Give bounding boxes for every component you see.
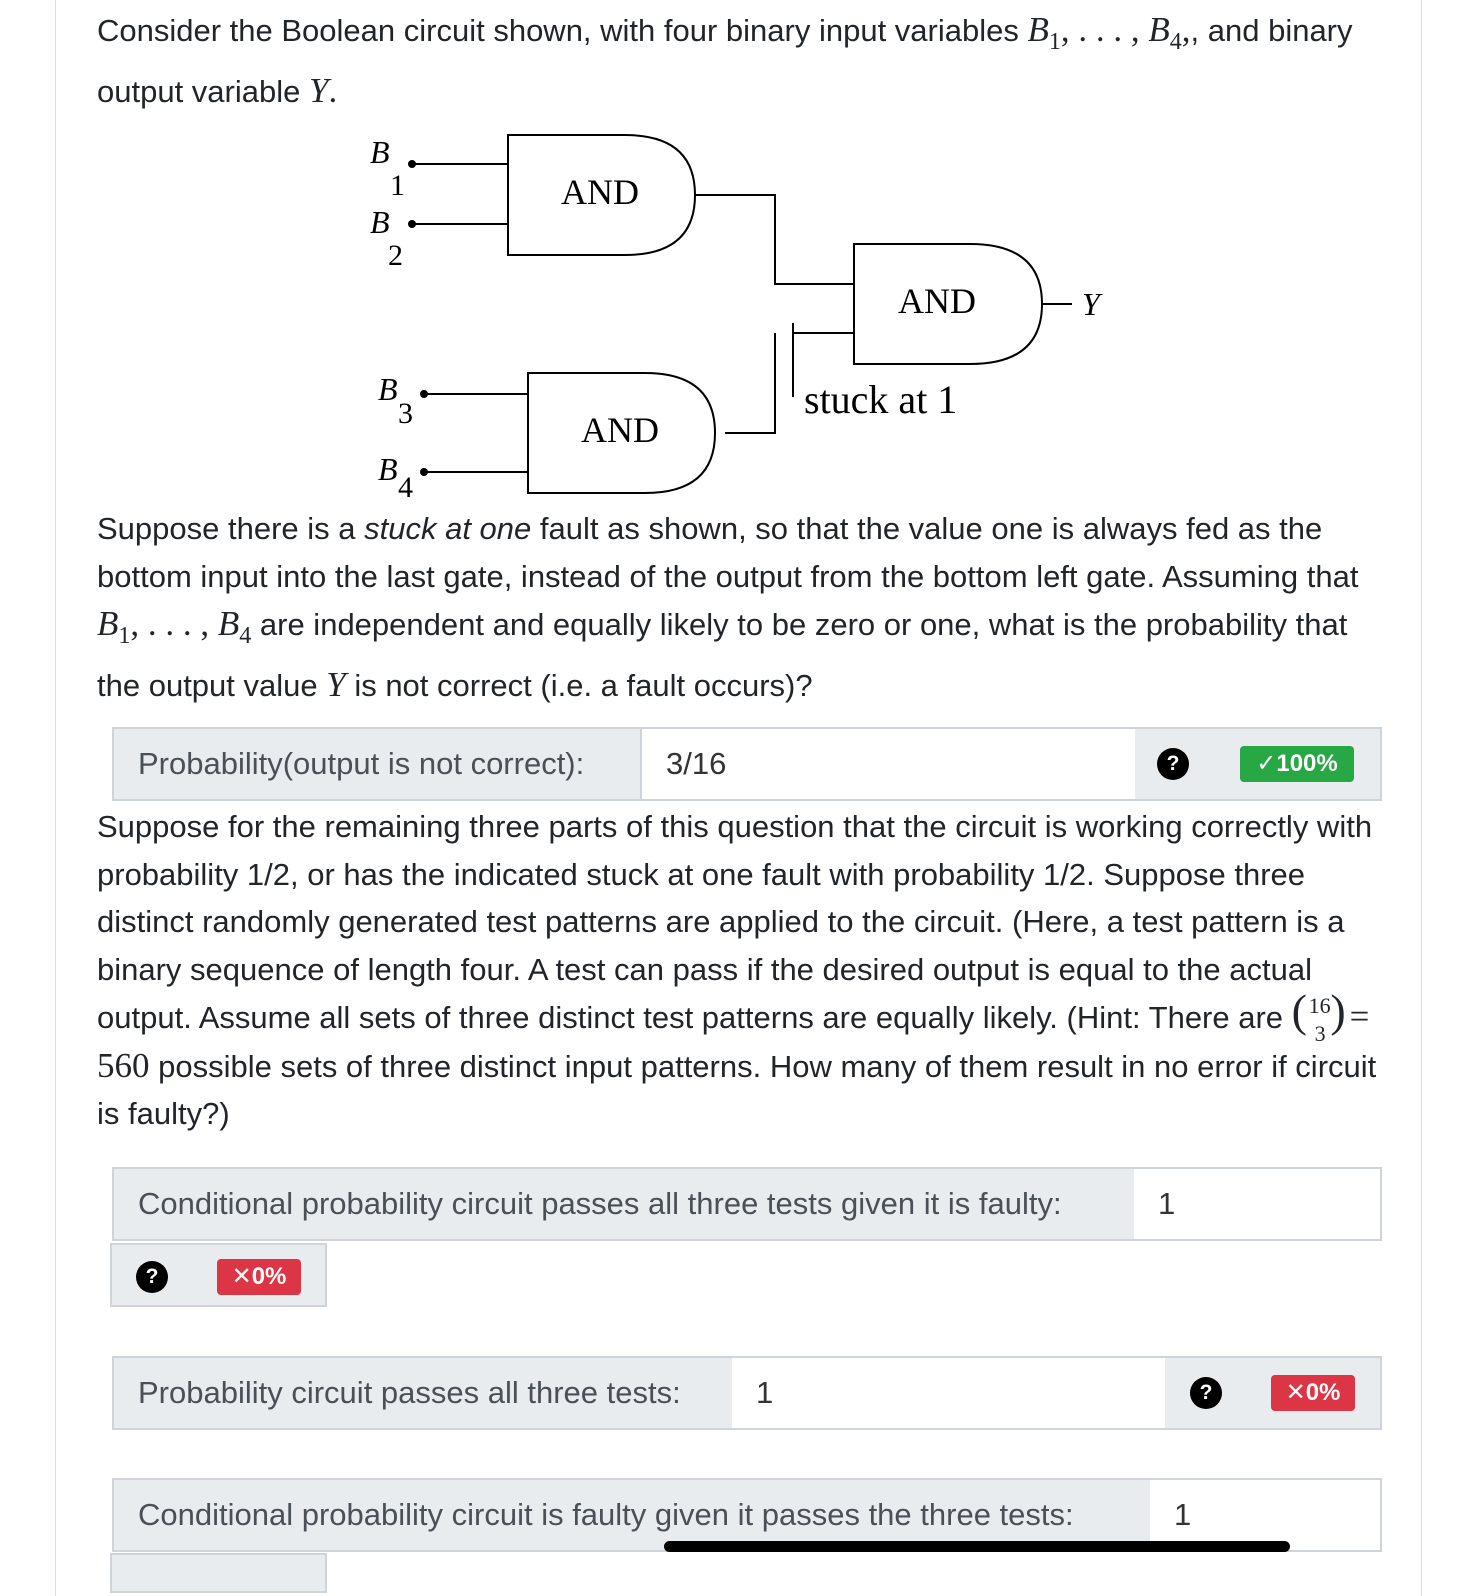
binomial-16-choose-3: ( 16 3 ): [1291, 985, 1346, 1046]
question-2-feedback: [110, 1243, 327, 1307]
input-b4-sub: 4: [398, 471, 413, 504]
gate-1-label: AND: [561, 172, 639, 212]
input-b3-sub: 3: [398, 397, 413, 430]
question-1-help-addon: [1135, 727, 1217, 801]
math-y: Y: [308, 70, 329, 110]
circuit-diagram: [360, 125, 1120, 505]
fault-paragraph: Suppose there is a stuck at one fault as shown, so that the value one is always fed as the bottom input into the last gate, instead of the output from the bottom left gate. Assuming that $B_1$, . . . , $B_4$ are independent and equally likely to be zero or one, what is the probability that the output value Y is not correct (i.e. a fault occurs)?: [97, 511, 1359, 704]
question-2-label: Conditional probability circuit passes all three tests given it is faulty:: [112, 1167, 1136, 1241]
question-3-help-addon: [1165, 1356, 1248, 1430]
input-b4-letter: B: [378, 451, 398, 487]
help-icon[interactable]: ?: [1157, 748, 1189, 780]
help-icon[interactable]: ?: [1190, 1377, 1222, 1409]
score-incorrect-badge: ✕0%: [1271, 1375, 1355, 1411]
score-incorrect-badge: ✕0%: [217, 1259, 301, 1295]
question-2-help-addon: [110, 1243, 194, 1307]
math-b1: $B_1$: [1027, 10, 1061, 55]
question-3-answer-input[interactable]: [732, 1356, 1167, 1430]
help-icon[interactable]: ?: [136, 1261, 168, 1293]
input-b2-sub: 2: [388, 239, 403, 272]
gate-3-label: AND: [898, 281, 976, 321]
question-3-score-addon: [1246, 1356, 1382, 1430]
question-3-group: [112, 1356, 1382, 1430]
question-4-label: Conditional probability circuit is faulty given it passes the three tests:: [112, 1478, 1152, 1552]
question-3-label: Probability circuit passes all three tests:: [112, 1356, 734, 1430]
question-1-answer-input[interactable]: [642, 727, 1137, 801]
gate-2-label: AND: [581, 410, 659, 450]
output-y-label: Y: [1082, 286, 1100, 322]
horizontal-scrollbar[interactable]: [664, 1541, 1290, 1552]
question-1-group: [112, 727, 1382, 801]
input-b1-letter: B: [370, 134, 390, 170]
question-2-score-addon: [192, 1243, 327, 1307]
question-2-answer-input[interactable]: [1134, 1167, 1382, 1241]
input-b3-letter: B: [378, 371, 398, 407]
input-b1-sub: 1: [390, 169, 405, 202]
question-1-label: Probability(output is not correct):: [112, 727, 642, 801]
stuck-at-label: stuck at 1: [804, 377, 958, 422]
math-b4: $B_4$: [1148, 10, 1182, 55]
question-1-score-addon: [1215, 727, 1382, 801]
question-4-score-addon: [192, 1553, 327, 1593]
score-correct-badge: ✓100%: [1240, 746, 1354, 782]
question-4-help-addon: [110, 1553, 194, 1593]
question-2-group: [112, 1167, 1382, 1241]
input-b2-letter: B: [370, 204, 390, 240]
remaining-paragraph: Suppose for the remaining three parts of this question that the circuit is working correctly with probability 1/2, or has the indicated stuck at one fault with probability 1/2. Suppose three distinct randomly generated test patterns are applied to the circuit. (Here, a test pattern is a binary sequence of length four. A test can pass if the desired output is equal to the actual output. Assume all sets of three distinct test patterns are equally likely. (Hint: There are ( 16 3 ) = 560 possible sets of three distinct input patterns. How many of them result in no error if circuit is faulty?): [97, 809, 1377, 1131]
intro-paragraph: Consider the Boolean circuit shown, with four binary input variables $B_1$, . . . , $B_4$,, and binary output variable Y.: [97, 10, 1353, 110]
